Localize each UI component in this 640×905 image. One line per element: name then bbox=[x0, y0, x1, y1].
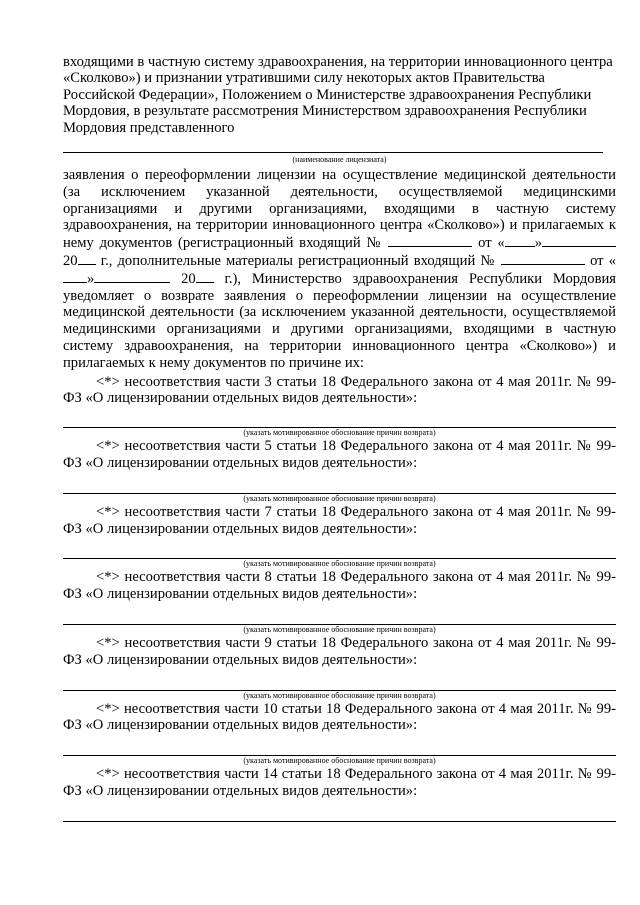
reg-year-blank bbox=[78, 252, 96, 265]
reason-caption: (указать мотивированное обоснование причин возврата) bbox=[243, 493, 436, 503]
reason-text: <*> несоответствия части 10 статьи 18 Федерального закона от 4 мая 2011г. № 99-ФЗ «О лицензировании отдельных видов деятельности»: bbox=[63, 700, 616, 734]
intro-paragraph: входящими в частную систему здравоохранения, на территории инновационного центра «Сколково») и признании утратившими силу некоторых актов Правительства Российской Федерации», Положением о Министерстве здравоохранения Республики Мордовия, в результате рассмотрения Министерством здравоохранения Республики Мордовия представленного bbox=[63, 54, 613, 136]
extra-day-blank bbox=[63, 270, 87, 283]
main-text-9: г.), Министерство здравоохранения Республики Мордовия уведомляет о возврате заявления о переоформлении лицензии на осуществление медицинской деятельности (за исключением указанной деятельности, осуществляемой медицинскими организациями и другими организациями, входящими в частную систему здравоохранения, на территории инновационного центра «Сколково») и прилагаемых к нему документов по причине их: bbox=[63, 270, 616, 371]
main-text-1: заявления о переоформлении лицензии на осуществление медицинской деятельности (за исключением указанной деятельности, осуществляемой медицинскими организациями и другими организациями, входящими в частную систему здравоохранения, на территории инновационного центра «Сколково») и прилагаемых к нему документов (регистрационный входящий № bbox=[63, 167, 616, 252]
main-text-8: 20 bbox=[181, 270, 196, 287]
extra-number-blank bbox=[501, 252, 585, 265]
reason-answer-line bbox=[63, 821, 616, 822]
main-text-5: г., дополнительные материалы регистрационный входящий № bbox=[100, 253, 496, 270]
reason-block bbox=[63, 504, 616, 570]
reason-block bbox=[63, 569, 616, 635]
reason-caption: (указать мотивированное обоснование причин возврата) bbox=[243, 690, 436, 700]
reason-text: <*> несоответствия части 5 статьи 18 Федерального закона от 4 мая 2011г. № 99-ФЗ «О лицензировании отдельных видов деятельности»: bbox=[63, 438, 616, 471]
reason-block bbox=[63, 701, 616, 767]
reg-number-blank bbox=[388, 234, 472, 247]
extra-month-blank bbox=[94, 270, 170, 283]
main-text-3: » bbox=[534, 235, 542, 252]
reason-text: <*> несоответствия части 7 статьи 18 Федерального закона от 4 мая 2011г. № 99-ФЗ «О лицензировании отдельных видов деятельности»: bbox=[63, 503, 616, 537]
reason-caption: (указать мотивированное обоснование причин возврата) bbox=[243, 428, 436, 438]
reason-text: <*> несоответствия части 3 статьи 18 Федерального закона от 4 мая 2011г. № 99-ФЗ «О лицензировании отдельных видов деятельности»: bbox=[63, 373, 616, 407]
licensee-caption: (наименование лицензиата) bbox=[292, 155, 387, 165]
reg-month-blank bbox=[542, 234, 616, 247]
reason-caption: (указать мотивированное обоснование причин возврата) bbox=[243, 559, 436, 569]
reg-day-blank bbox=[505, 234, 535, 247]
main-text-2: от « bbox=[478, 235, 505, 252]
main-text-7: » bbox=[87, 270, 95, 287]
reason-block bbox=[63, 438, 616, 504]
reason-text: <*> несоответствия части 8 статьи 18 Федерального закона от 4 мая 2011г. № 99-ФЗ «О лицензировании отдельных видов деятельности»: bbox=[63, 569, 616, 603]
reason-block bbox=[63, 635, 616, 701]
main-paragraph bbox=[63, 167, 616, 372]
reason-text: <*> несоответствия части 9 статьи 18 Федерального закона от 4 мая 2011г. № 99-ФЗ «О лицензировании отдельных видов деятельности»: bbox=[63, 634, 616, 668]
document-page bbox=[63, 54, 616, 822]
reason-block bbox=[63, 766, 616, 822]
reason-caption: (указать мотивированное обоснование причин возврата) bbox=[243, 624, 436, 634]
extra-year-blank bbox=[196, 270, 214, 283]
licensee-line bbox=[63, 152, 603, 153]
reason-caption: (указать мотивированное обоснование причин возврата) bbox=[243, 756, 436, 766]
main-text-4: 20 bbox=[63, 253, 78, 270]
reason-text: <*> несоответствия части 14 статьи 18 Федерального закона от 4 мая 2011г. № 99-ФЗ «О лицензировании отдельных видов деятельности»: bbox=[63, 766, 616, 799]
reason-block bbox=[63, 374, 616, 439]
main-text-6: от « bbox=[590, 253, 616, 270]
